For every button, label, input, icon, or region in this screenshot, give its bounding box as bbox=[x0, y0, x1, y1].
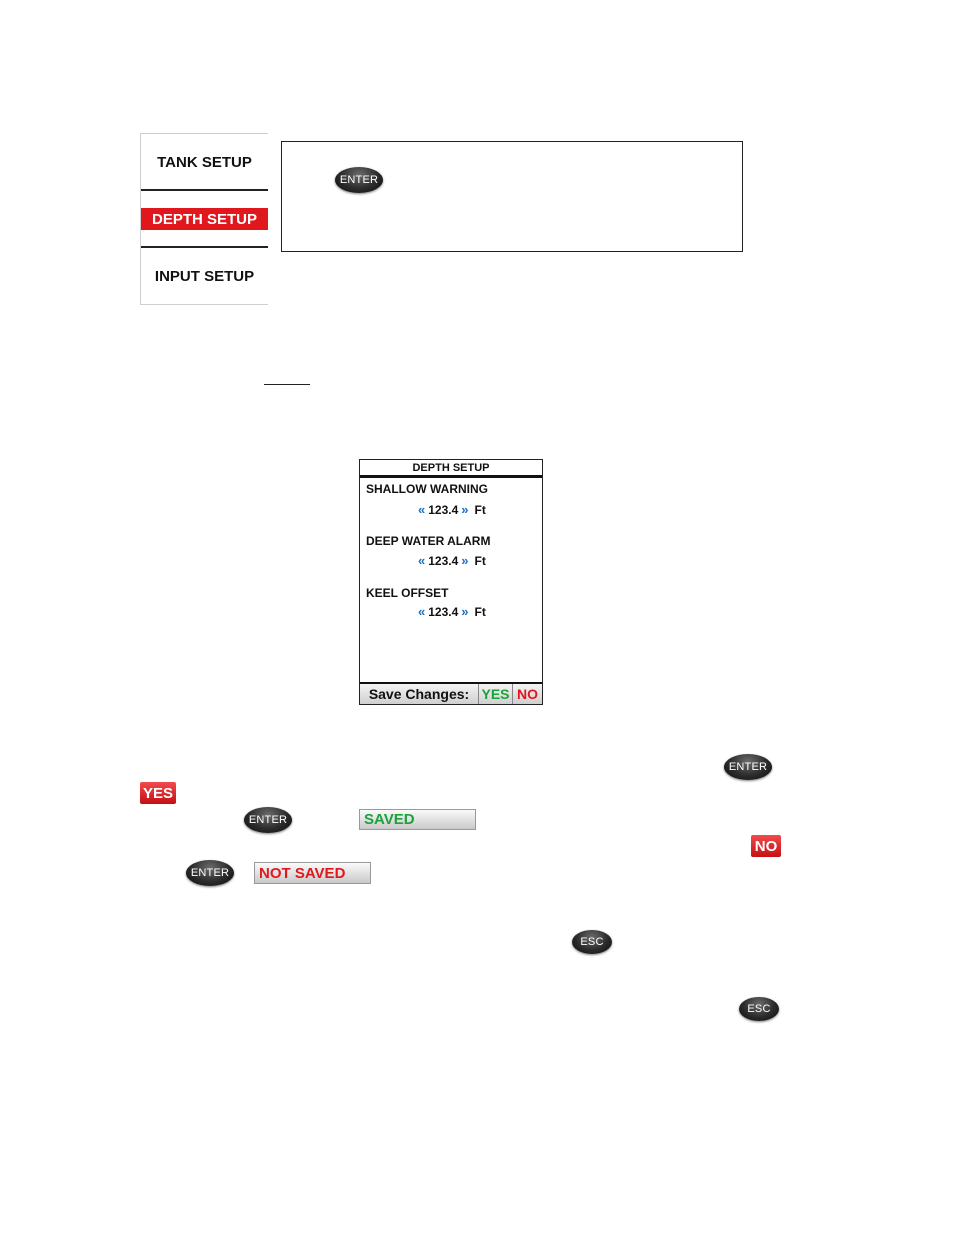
save-changes-bar bbox=[360, 682, 542, 704]
chevron-right-icon[interactable]: » bbox=[461, 604, 469, 619]
enter-key-icon: ENTER bbox=[335, 167, 383, 193]
menu-item-depth-setup[interactable]: DEPTH SETUP bbox=[141, 208, 268, 230]
menu-divider bbox=[141, 189, 268, 191]
keel-offset-value: 123.4 bbox=[428, 604, 459, 619]
deep-water-alarm-label: DEEP WATER ALARM bbox=[366, 534, 491, 548]
screen-title: DEPTH SETUP bbox=[412, 462, 490, 474]
shallow-warning-label: SHALLOW WARNING bbox=[366, 482, 488, 496]
menu-divider bbox=[141, 246, 268, 248]
keel-offset-value-row[interactable] bbox=[415, 604, 486, 619]
save-no-button[interactable]: NO bbox=[513, 684, 542, 704]
unit-label: Ft bbox=[474, 553, 486, 568]
setup-menu bbox=[140, 133, 268, 305]
save-changes-label: Save Changes: bbox=[360, 684, 479, 704]
keel-offset-label: KEEL OFFSET bbox=[366, 586, 449, 600]
unit-label: Ft bbox=[474, 502, 486, 517]
enter-key-icon: ENTER bbox=[724, 754, 772, 780]
chevron-left-icon[interactable]: « bbox=[418, 502, 426, 517]
chevron-right-icon[interactable]: » bbox=[461, 553, 469, 568]
esc-key-icon: ESC bbox=[572, 930, 612, 954]
instruction-box bbox=[281, 141, 743, 252]
menu-item-input-setup[interactable]: INPUT SETUP bbox=[154, 267, 255, 285]
esc-key-icon: ESC bbox=[739, 997, 779, 1021]
title-divider bbox=[360, 475, 542, 478]
chevron-left-icon[interactable]: « bbox=[418, 553, 426, 568]
deep-water-alarm-value: 123.4 bbox=[428, 553, 459, 568]
yes-badge: YES bbox=[140, 782, 176, 804]
not-saved-banner: NOT SAVED bbox=[254, 862, 371, 884]
unit-label: Ft bbox=[474, 604, 486, 619]
shallow-warning-value-row[interactable] bbox=[415, 502, 486, 517]
shallow-warning-value: 123.4 bbox=[428, 502, 459, 517]
chevron-right-icon[interactable]: » bbox=[461, 502, 469, 517]
text-underline bbox=[264, 384, 310, 385]
enter-key-icon: ENTER bbox=[186, 860, 234, 886]
depth-setup-screen bbox=[359, 459, 543, 705]
deep-water-alarm-value-row[interactable] bbox=[415, 553, 486, 568]
no-badge: NO bbox=[751, 835, 781, 857]
saved-banner: SAVED bbox=[359, 809, 476, 830]
menu-item-tank-setup[interactable]: TANK SETUP bbox=[157, 153, 252, 171]
save-yes-button[interactable]: YES bbox=[479, 684, 513, 704]
chevron-left-icon[interactable]: « bbox=[418, 604, 426, 619]
enter-key-icon: ENTER bbox=[244, 807, 292, 833]
